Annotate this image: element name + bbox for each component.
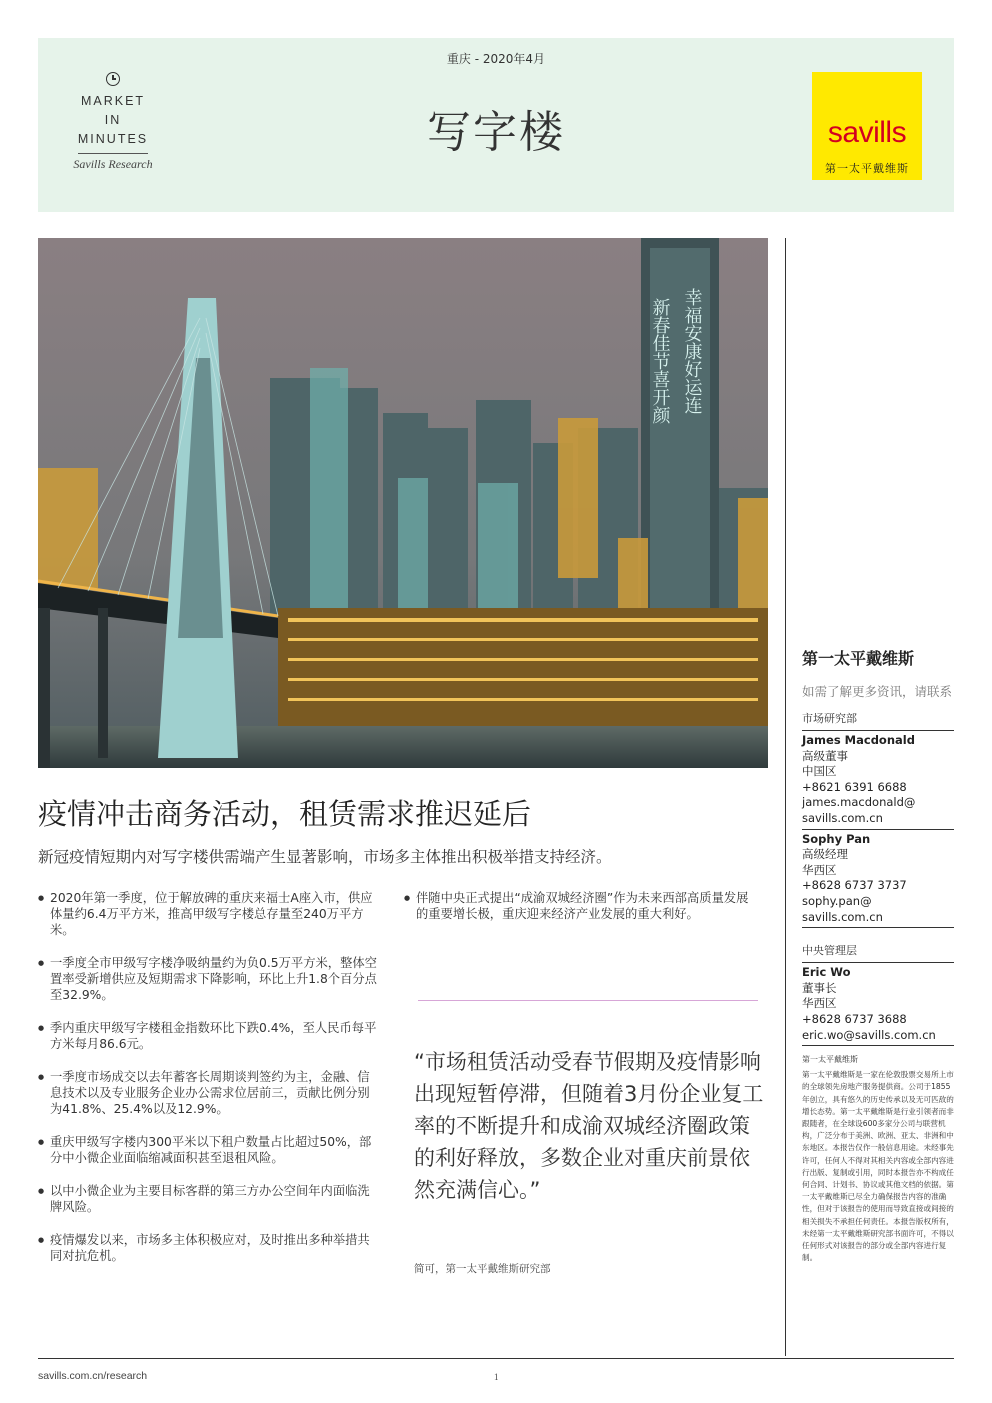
clock-icon <box>106 72 120 86</box>
city-skyline-photo <box>38 238 768 768</box>
logo-wordmark: savills <box>827 116 907 149</box>
bullet-point: ● 季内重庆甲级写字楼租金指数环比下跌0.4%，至人民币每平方米每月86.6元。 <box>38 1020 378 1052</box>
report-title: 写字楼 <box>427 107 565 158</box>
sidebar-intro: 如需了解更多资讯，请联系 <box>802 684 953 699</box>
logo-chinese-name: 第一太平戴维斯 <box>825 162 909 175</box>
bullet-point: ● 伴随中央正式提出“成渝双城经济圈”作为未来西部高质量发展的重要增长极，重庆迎来经济产业发展的重大利好。 <box>404 890 756 922</box>
bullet-point: ● 一季度市场成交以去年蓄客长周期谈判签约为主，金融、信息技术以及专业服务企业办公需求位居前三，贡献比例分别为41.8%、25.4%以及12.9%。 <box>38 1069 378 1117</box>
bullet-point: ● 疫情爆发以来，市场多主体积极应对，及时推出多种举措共同对抗危机。 <box>38 1232 378 1264</box>
bullet-point: ● 2020年第一季度，位于解放碑的重庆来福士A座入市，供应体量约6.4万平方米，推高甲级写字楼总存量至240万平方米。 <box>38 890 378 938</box>
contact-name: Sophy Pan <box>802 831 871 846</box>
quote-author: 简可，第一太平戴维斯研究部 <box>414 1263 551 1275</box>
contact-title: 高级董事 <box>802 748 848 763</box>
contact-email[interactable]: james.macdonald@ <box>802 795 916 810</box>
about-heading: 第一太平戴维斯 <box>802 1055 858 1065</box>
contact-phone[interactable]: +8628 6737 3737 <box>802 878 907 893</box>
skyline-illustration <box>38 238 768 768</box>
contact-title: 董事长 <box>802 980 837 995</box>
contact-card <box>802 733 954 830</box>
brand-subtitle: Savills Research <box>73 157 153 171</box>
subheadline: 新冠疫情短期内对写字楼供需端产生显著影响，市场多主体推出积极举措支持经济。 <box>38 848 612 866</box>
page-number: 1 <box>494 1372 499 1382</box>
contact-card <box>802 965 954 1046</box>
contact-region: 华西区 <box>802 996 837 1011</box>
contact-region: 华西区 <box>802 862 837 877</box>
bullet-point: ● 以中小微企业为主要目标客群的第三方办公空间年内面临洗牌风险。 <box>38 1183 378 1215</box>
report-date: 重庆 - 2020年4月 <box>446 52 546 66</box>
sidebar-divider <box>785 238 786 1356</box>
contact-name: James Macdonald <box>802 733 915 747</box>
contact-phone[interactable]: +8621 6391 6688 <box>802 779 907 794</box>
sidebar-title: 第一太平戴维斯 <box>802 649 915 668</box>
section-heading-management: 中央管理层 <box>802 942 954 963</box>
contact-title: 高级经理 <box>802 847 848 862</box>
contact-email[interactable]: eric.wo@savills.com.cn <box>802 1027 936 1042</box>
key-points-left <box>38 890 378 1281</box>
footer-divider <box>38 1358 954 1359</box>
contact-email-domain[interactable]: savills.com.cn <box>802 909 883 924</box>
bullet-point: ● 一季度全市甲级写字楼净吸纳量约为负0.5万平方米，整体空置率受新增供应及短期需求下降影响，环比上升1.8个百分点至32.9%。 <box>38 955 378 1003</box>
quote-divider <box>418 1000 758 1001</box>
contact-card <box>802 832 954 929</box>
pull-quote: “市场租赁活动受春节假期及疫情影响出现短暂停滞，但随着3月份企业复工率的不断提升和成渝双城经济圈政策的利好释放，多数企业对重庆前景依然充满信心。” <box>414 1050 764 1202</box>
contact-region: 中国区 <box>802 764 837 779</box>
section-heading-research: 市场研究部 <box>802 710 954 731</box>
contact-email-domain[interactable]: savills.com.cn <box>802 810 883 825</box>
key-points-right <box>404 890 756 939</box>
tower-led-sign-right: 幸福安康好运连 <box>681 288 703 414</box>
brand-line-3: MINUTES <box>77 132 149 146</box>
contact-phone[interactable]: +8628 6737 3688 <box>802 1011 907 1026</box>
tower-led-sign-left: 新春佳节喜开颜 <box>649 298 671 424</box>
brand-line-1: MARKET <box>80 94 146 108</box>
contact-email[interactable]: sophy.pan@ <box>802 893 872 908</box>
headline: 疫情冲击商务活动，租赁需求推迟延后 <box>38 797 532 831</box>
bullet-point: ● 重庆甲级写字楼内300平米以下租户数量占比超过50%，部分中小微企业面临缩减面积甚至退租风险。 <box>38 1134 378 1166</box>
brand-line-2: IN <box>104 113 122 127</box>
savills-logo[interactable] <box>812 72 922 180</box>
about-text: 第一太平戴维斯是一家在伦敦股票交易所上市的全球领先房地产服务提供商。公司于1855年创立，具有悠久的历史传承以及无可匹敌的增长态势。第一太平戴维斯是行业引领者而非跟随者，在全球设600多家分公司与联营机构，广泛分布于美洲、欧洲、亚太、非洲和中东地区。本报告仅作一般信息用途。未经事先许可，任何人不得对其相关内容或全部内容进行出版、复制或引用，同时本报告亦不构成任何合同、计划书、协议或其他文档的依据。第一太平戴维斯已尽全力确保报告内容的准确性，但对于该报告的使用而导致直接或间接的相关损失不承担任何责任。本报告版权所有，未经第一太平戴维斯研究部书面许可，不得以任何形式对该报告的部分或全部内容进行复制。 <box>802 1070 954 1263</box>
contact-name: Eric Wo <box>802 965 851 980</box>
footer-url[interactable]: savills.com.cn/research <box>38 1370 148 1382</box>
contact-sidebar <box>802 646 954 1264</box>
